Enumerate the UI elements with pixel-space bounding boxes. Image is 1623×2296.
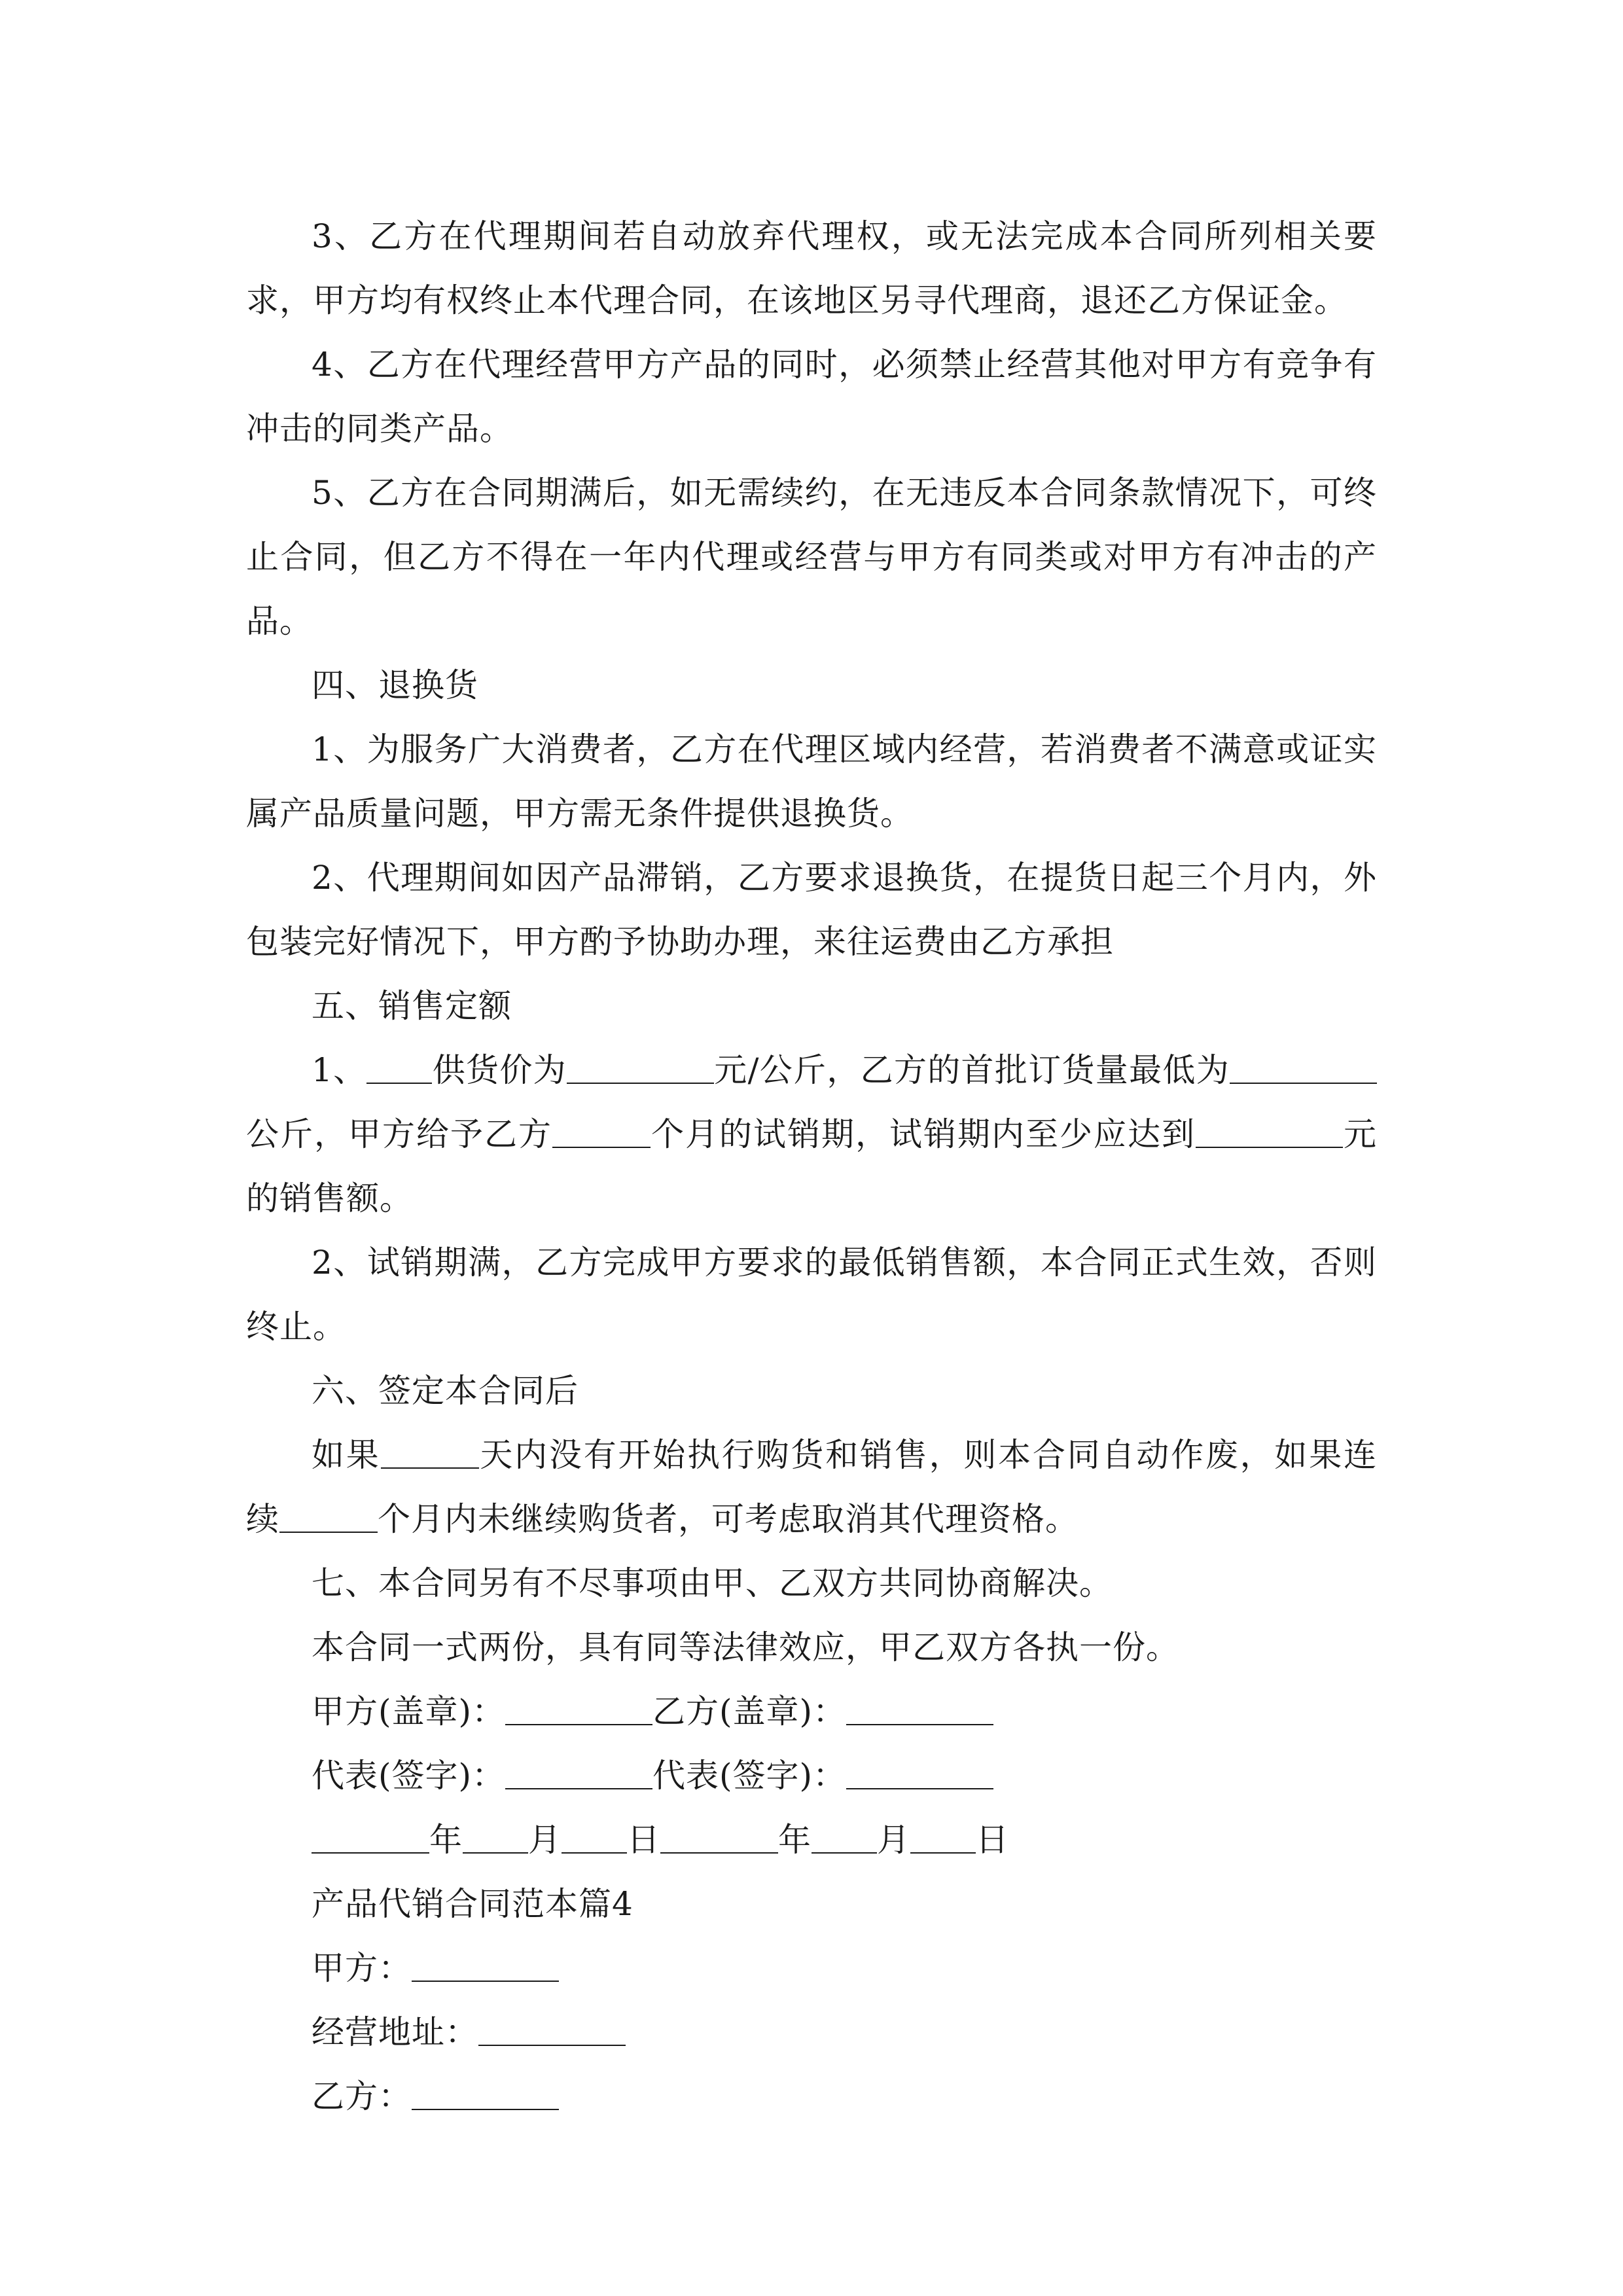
quota-clause-2: 2、试销期满，乙方完成甲方要求的最低销售额，本合同正式生效，否则终止。 bbox=[246, 1244, 1377, 1346]
blank-party-b-seal bbox=[846, 1691, 993, 1725]
seal-line: 甲方(盖章)： 乙方(盖章)： bbox=[246, 1679, 1377, 1744]
clause-3: 3、乙方在代理期间若自动放弃代理权，或无法完成本合同所列相关要求，甲方均有权终止本代理合同，在该地区另寻代理商，退还乙方保证金。 bbox=[246, 217, 1377, 319]
blank-product bbox=[366, 1050, 432, 1084]
blank-days bbox=[381, 1435, 479, 1469]
clause-4: 4、乙方在代理经营甲方产品的同时，必须禁止经营其他对甲方有竞争有冲击的同类产品。 bbox=[246, 346, 1377, 448]
field-party-b: 乙方： bbox=[246, 2064, 1377, 2128]
blank-address bbox=[478, 2012, 626, 2046]
blank-rep-a bbox=[505, 1755, 652, 1789]
clause-5: 5、乙方在合同期满后，如无需续约，在无违反本合同条款情况下，可终止合同，但乙方不得在一年内代理或经营与甲方有同类或对甲方有冲击的产品。 bbox=[246, 474, 1377, 640]
blank-months bbox=[279, 1499, 378, 1533]
blank-party-b bbox=[412, 2076, 559, 2110]
quota-clause-1: 1、 供货价为 元/公斤，乙方的首批订货量最低为公斤，甲方给予乙方 个月的试销期，试销期内至少应达到 元的销售额。 bbox=[246, 1051, 1377, 1217]
section-heading-after-sign: 六、签定本合同后 bbox=[312, 1372, 579, 1410]
after-sign-clause: 如果 天内没有开始执行购货和销售，则本合同自动作废，如果连续 个月内未继续购货者，可考虑取消其代理资格。 bbox=[246, 1436, 1378, 1538]
blank-day-a bbox=[562, 1820, 627, 1854]
blank-month-a bbox=[463, 1820, 528, 1854]
blank-party-a bbox=[412, 1948, 559, 1982]
document-body bbox=[246, 204, 1377, 2128]
section-heading-return: 四、退换货 bbox=[312, 666, 478, 704]
blank-year-b bbox=[660, 1820, 778, 1854]
representative-line: 代表(签字)： 代表(签字)： bbox=[246, 1744, 1377, 1808]
blank-trial-months bbox=[552, 1114, 651, 1148]
next-contract-title: 产品代销合同范本篇4 bbox=[312, 1885, 633, 1923]
blank-month-b bbox=[812, 1820, 877, 1854]
blank-rep-b bbox=[846, 1755, 993, 1789]
section-heading-quota: 五、销售定额 bbox=[312, 987, 512, 1025]
date-line: 年 月 日 年 月 日 bbox=[246, 1808, 1377, 1872]
blank-min-sales bbox=[1196, 1114, 1343, 1148]
blank-year-a bbox=[312, 1820, 429, 1854]
blank-day-b bbox=[910, 1820, 976, 1854]
blank-price bbox=[567, 1050, 714, 1084]
return-clause-2: 2、代理期间如因产品滞销，乙方要求退换货，在提货日起三个月内，外包装完好情况下，甲方酌予协助办理，来往运费由乙方承担 bbox=[246, 859, 1377, 961]
copies-clause: 本合同一式两份，具有同等法律效应，甲乙双方各执一份。 bbox=[312, 1628, 1179, 1666]
field-party-a: 甲方： bbox=[246, 1936, 1377, 2000]
blank-party-a-seal bbox=[505, 1691, 652, 1725]
clause-7: 七、本合同另有不尽事项由甲、乙双方共同协商解决。 bbox=[312, 1564, 1113, 1602]
field-address: 经营地址： bbox=[246, 2000, 1377, 2064]
return-clause-1: 1、为服务广大消费者，乙方在代理区域内经营，若消费者不满意或证实属产品质量问题，甲方需无条件提供退换货。 bbox=[246, 730, 1377, 833]
blank-min-order bbox=[1230, 1050, 1377, 1084]
